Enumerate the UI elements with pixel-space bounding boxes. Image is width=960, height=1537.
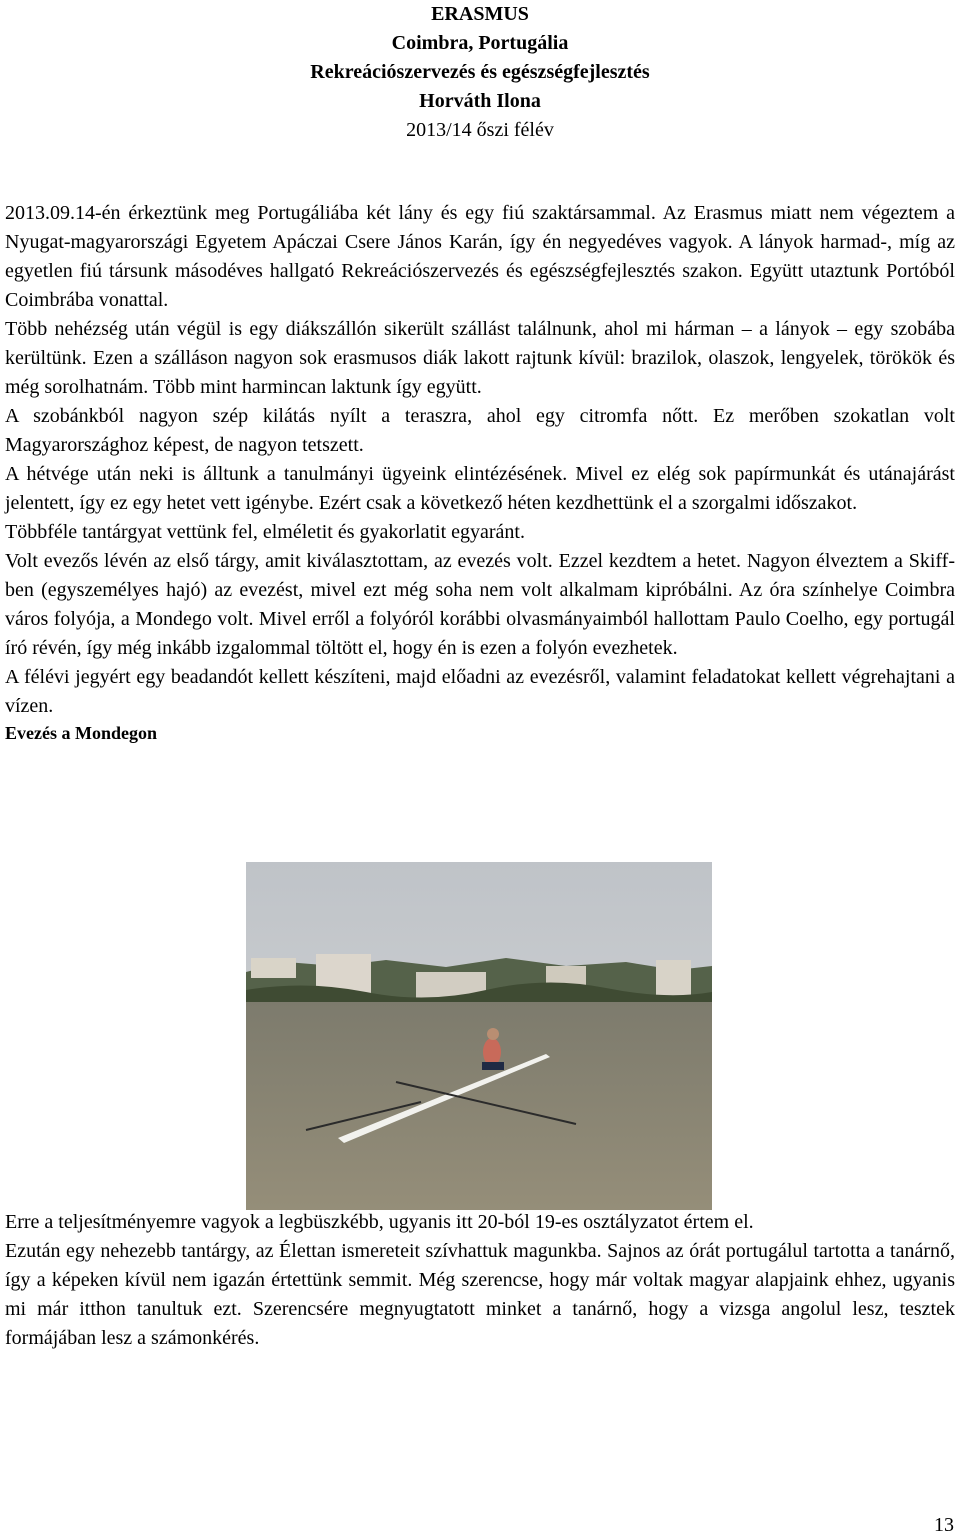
body-text-after-photo: [5, 1208, 955, 1353]
paragraph: A félévi jegyért egy beadandót kellett készíteni, majd előadni az evezésről, valamint feladatokat kellett végrehajtani a vízen.: [5, 666, 955, 717]
page-number: 13: [934, 1514, 954, 1536]
hilltop-building: [251, 958, 296, 978]
paragraph: Több nehézség után végül is egy diákszállón sikerült szállást találnunk, ahol mi hárman – a lányok – egy szobába kerültünk. Ezen a szálláson nagyon sok erasmusos diák lakott rajtunk kívül: brazilok, olaszok, lengyelek, törökök és még sorolhatnám. Több mint harmincan laktunk így együtt.: [5, 318, 955, 398]
document-header: [0, 0, 960, 145]
paragraph: Ezután egy nehezebb tantárgy, az Élettan ismereteit szívhattuk magunkba. Sajnos az órát portugálul tartotta a tanárnő, így a képeken kívül nem igazán értettünk semmit. Még szerencse, hogy már voltak magyar alapjaink ehhez, ugyanis mi már itthon tanultuk ezt. Szerencsére megnyugtatott minket a tanárnő, hogy a vizsga angolul lesz, tesztek formájában lesz a számonkérés.: [5, 1240, 955, 1349]
paragraph: A szobánkból nagyon szép kilátás nyílt a teraszra, ahol egy citromfa nőtt. Ez merőben szokatlan volt Magyarországhoz képest, de nagyon tetszett.: [5, 405, 955, 456]
river-water: [246, 1002, 712, 1210]
paragraph: Erre a teljesítményemre vagyok a legbüszkébb, ugyanis itt 20-ból 19-es osztályzatot értem el.: [5, 1211, 754, 1233]
course-title: Rekreációszervezés és egészségfejlesztés: [310, 61, 650, 83]
photo-caption: Evezés a Mondegon: [5, 723, 157, 743]
rower-body: [483, 1038, 501, 1066]
paragraph: 2013.09.14-én érkeztünk meg Portugáliába két lány és egy fiú szaktársammal. Az Erasmus miatt nem végeztem a Nyugat-magyarországi Egyetem Apáczai Csere János Karán, így én negyedéves vagyok. A lányok harmad-, míg az egyetlen fiú társunk másodéves hallgató Rekreációszervezés és egészségfejlesztés szakon. Együtt utaztunk Portóból Coimbrába vonattal.: [5, 202, 955, 311]
rower-legs: [482, 1062, 504, 1070]
paragraph: Többféle tantárgyat vettünk fel, elméletit és gyakorlatit egyaránt.: [5, 521, 525, 543]
program-title: ERASMUS: [431, 3, 529, 25]
paragraph: Volt evezős lévén az első tárgy, amit kiválasztottam, az evezés volt. Ezzel kezdtem a hetet. Nagyon élveztem a Skiff-ben (egyszemélyes hajó) az evezést, mivel ezt még soha nem volt alkalmam kipróbálni. Az óra színhelye Coimbra város folyója, a Mondego volt. Mivel erről a folyóról korábbi olvasmányaimból hallottam Paulo Coelho, egy portugál író révén, így még inkább izgalommal töltött el, hogy én is ezen a folyón evezhetek.: [5, 550, 955, 659]
rower-head: [487, 1028, 499, 1040]
building: [656, 960, 691, 998]
paragraph: A hétvége után neki is álltunk a tanulmányi ügyeink elintézésének. Mivel ez elég sok papírmunkát és utánajárást jelentett, így ez egy hetet vett igénybe. Ezért csak a következő héten kezdhettünk el a szorgalmi időszakot.: [5, 463, 955, 514]
body-text: [5, 199, 955, 745]
semester-label: 2013/14 őszi félév: [406, 119, 554, 141]
place-title: Coimbra, Portugália: [391, 32, 569, 54]
author-name: Horváth Ilona: [419, 90, 541, 112]
rowing-photo-illustration: [246, 862, 712, 1210]
rowing-photo: [246, 862, 712, 1210]
